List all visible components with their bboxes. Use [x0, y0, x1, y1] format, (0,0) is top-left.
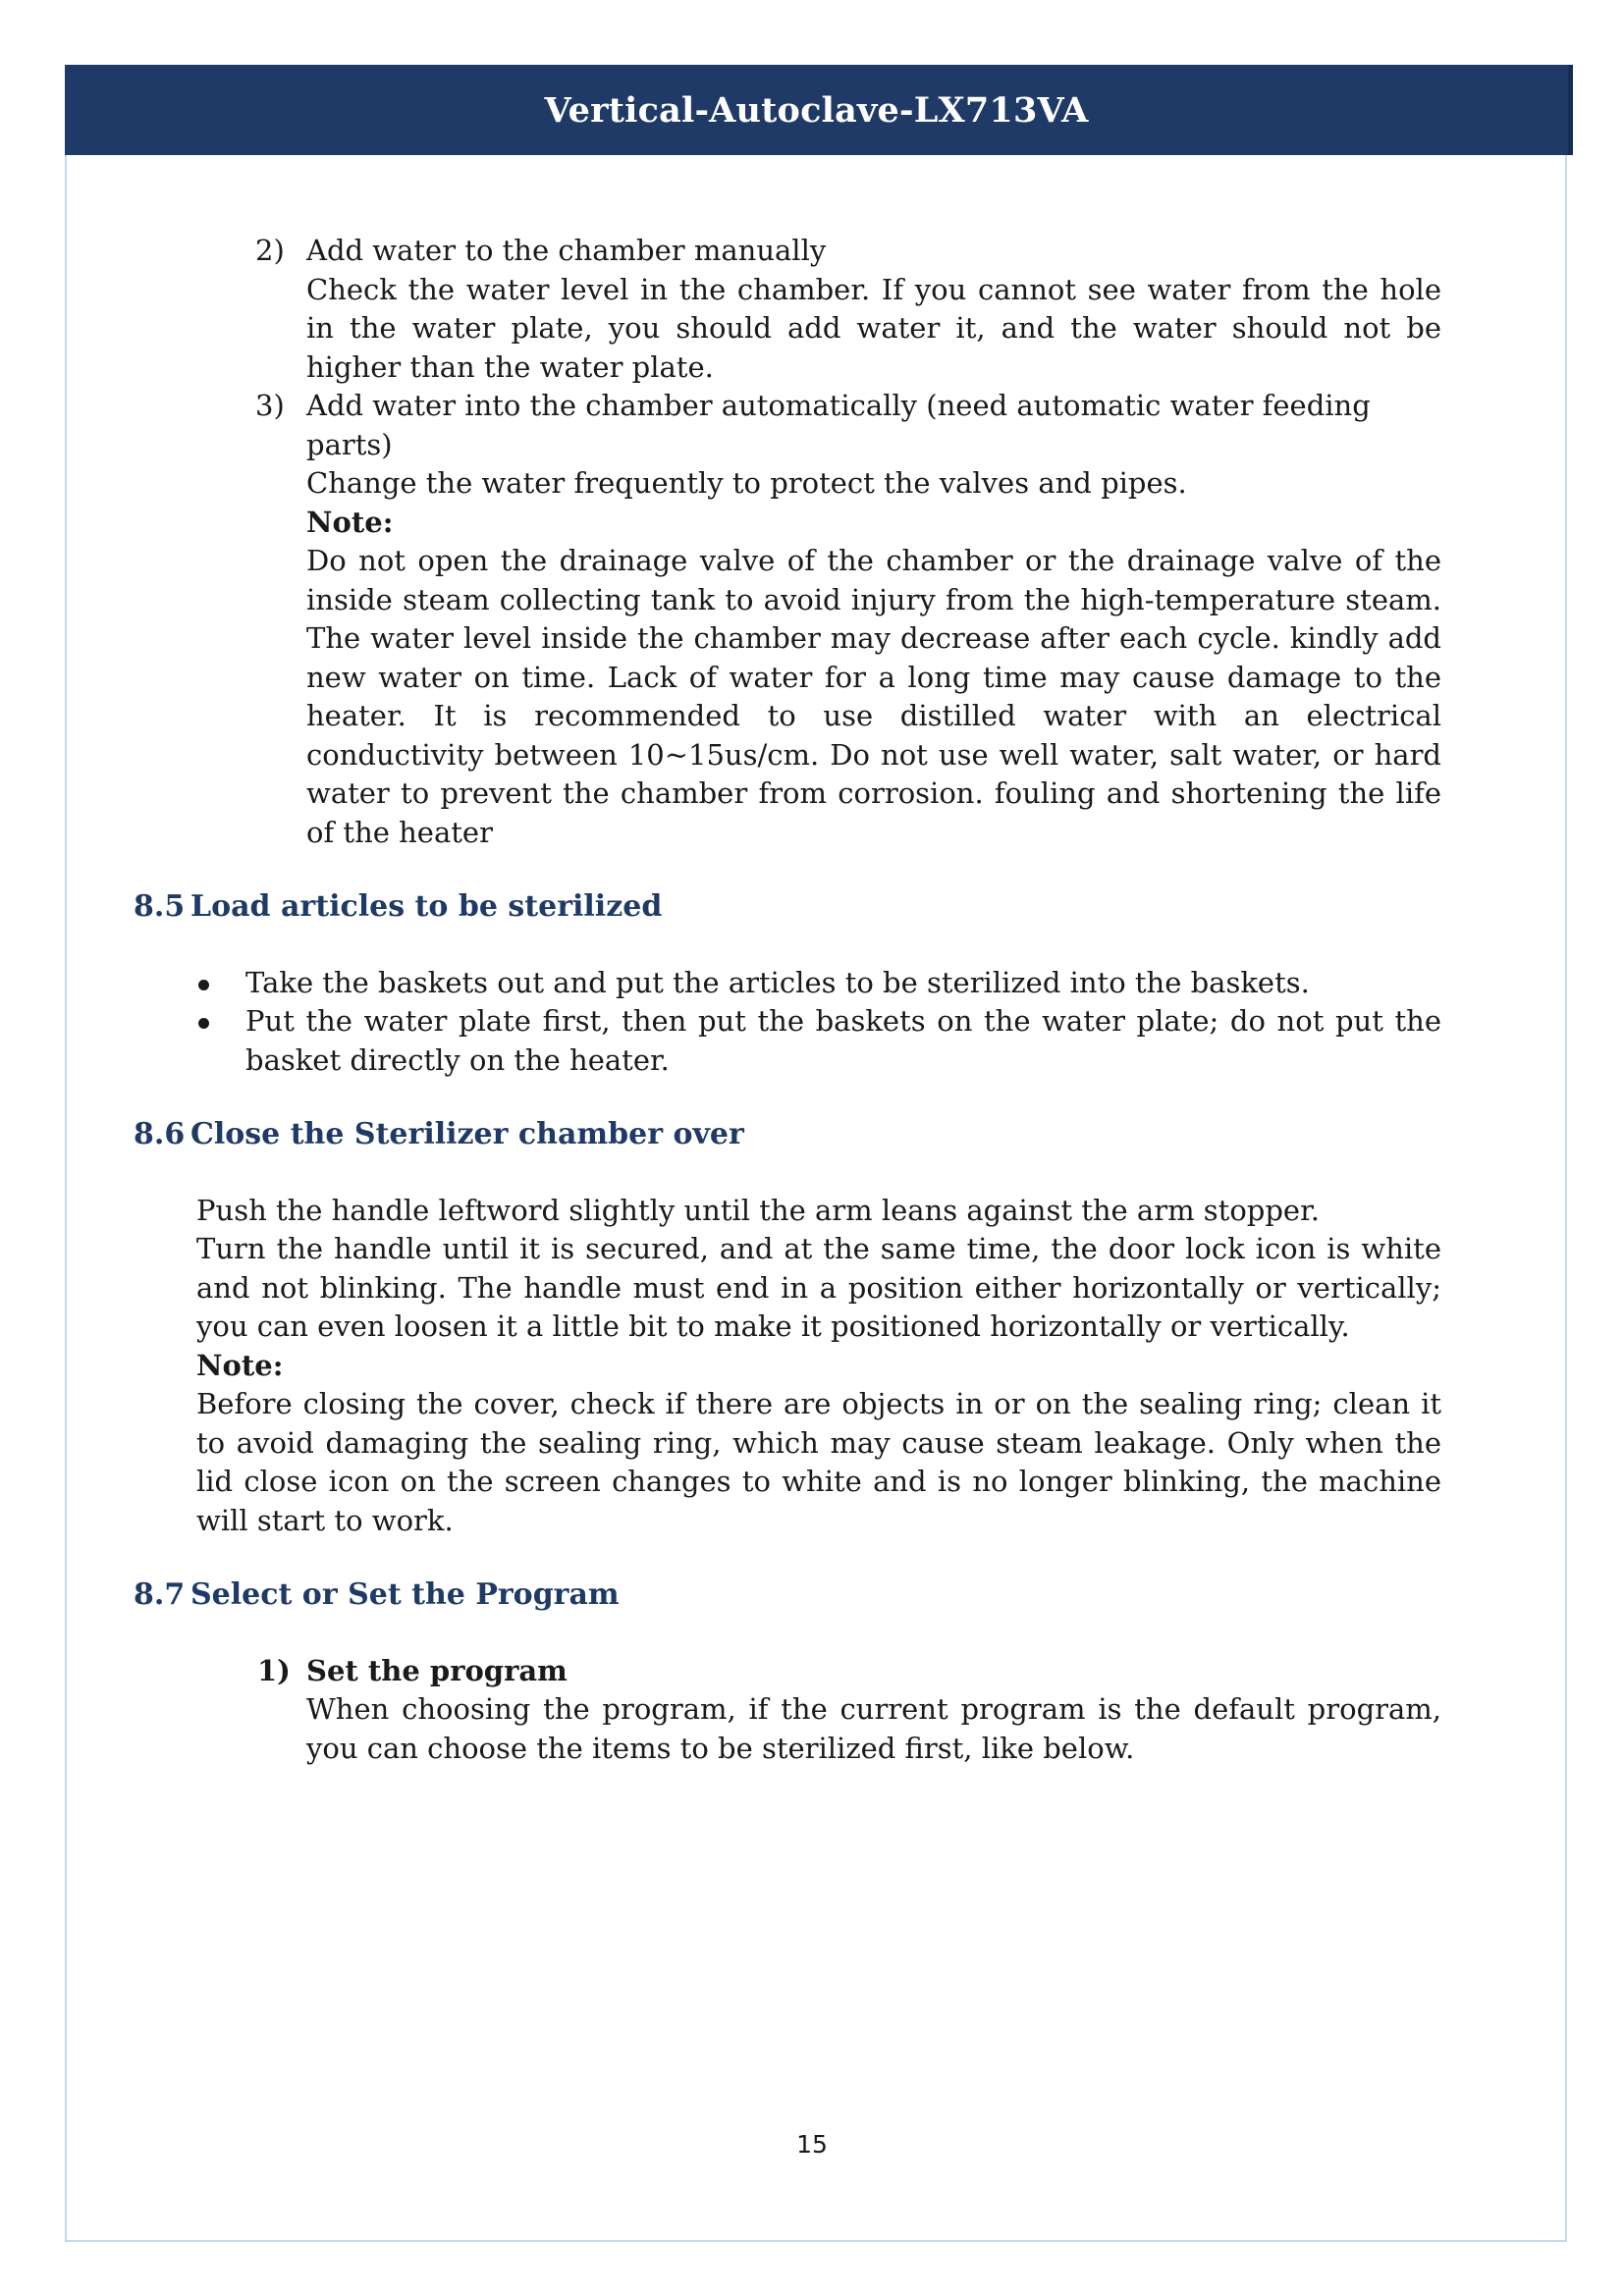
header-bar	[65, 65, 1573, 155]
list-item	[196, 387, 1441, 464]
list-item	[196, 232, 1441, 271]
paragraph: Push the handle leftword slightly until the arm leans against the arm stopper.	[196, 1193, 1320, 1227]
note-label: Note:	[196, 1348, 284, 1382]
note-body: Do not open the drainage valve of the chamber or the drainage valve of the inside steam collecting tank to avoid injury from the high-temperature steam. The water level inside the chamber may decrease after each cycle. kindly add new water on time. Lack of water for a long time may cause damage to the heater. It is recommended to use distilled water with an electrical conductivity between 10~15us/cm. Do not use well water, salt water, or hard water to prevent the chamber from corrosion. fouling and shortening the life of the heater	[306, 544, 1441, 849]
bullet-text: Put the water plate first, then put the baskets on the water plate; do not put the basket directly on the heater.	[245, 1004, 1441, 1077]
bullet-icon	[198, 980, 209, 990]
list-marker: 2)	[255, 234, 285, 267]
list-marker: 3)	[255, 389, 285, 422]
list-item-body: Change the water frequently to protect the valves and pipes.	[306, 466, 1187, 500]
note-body: Before closing the cover, check if there are objects in or on the sealing ring; clean it to avoid damaging the sealing ring, which may cause steam leakage. Only when the lid close icon on the screen changes to white and is no longer blinking, the machine will start to work.	[196, 1387, 1441, 1537]
bullet-list	[134, 964, 1441, 1081]
list-marker: 1)	[257, 1653, 291, 1687]
page-content	[134, 232, 1441, 1768]
page-number: 15	[796, 2130, 828, 2159]
paragraph: Turn the handle until it is secured, and at the same time, the door lock icon is white and not blinking. The handle must end in a position either horizontally or vertically; you can even loosen it a little bit to make it positioned horizontally or vertically.	[196, 1232, 1441, 1343]
list-item-title: Add water into the chamber automatically (need automatic water feeding parts)	[306, 389, 1371, 461]
section-number: 8.7	[134, 1577, 186, 1612]
list-item	[134, 1002, 1441, 1080]
section-heading-8-6	[134, 1115, 1441, 1154]
note-label: Note:	[306, 505, 394, 539]
list-item	[134, 964, 1441, 1003]
bullet-icon	[198, 1018, 209, 1029]
bullet-text: Take the baskets out and put the articles to be sterilized into the baskets.	[245, 965, 1310, 999]
subheading-title: Set the program	[306, 1653, 568, 1687]
list-item-body: Check the water level in the chamber. If you cannot see water from the hole in the water plate, you should add water it, and the water should not be higher than the water plate.	[306, 272, 1441, 384]
subheading	[196, 1652, 1441, 1691]
section-title: Load articles to be sterilized	[190, 889, 663, 924]
section-title: Select or Set the Program	[190, 1577, 620, 1612]
section-number: 8.6	[134, 1117, 186, 1151]
list-item-title: Add water to the chamber manually	[306, 234, 827, 267]
section-heading-8-5	[134, 887, 1441, 927]
document-title: Vertical-Autoclave-LX713VA	[544, 89, 1089, 131]
section-heading-8-7	[134, 1575, 1441, 1615]
section-title: Close the Sterilizer chamber over	[190, 1117, 744, 1151]
paragraph: When choosing the program, if the current program is the default program, you can choose the items to be sterilized first, like below.	[306, 1692, 1441, 1765]
section-number: 8.5	[134, 889, 186, 924]
